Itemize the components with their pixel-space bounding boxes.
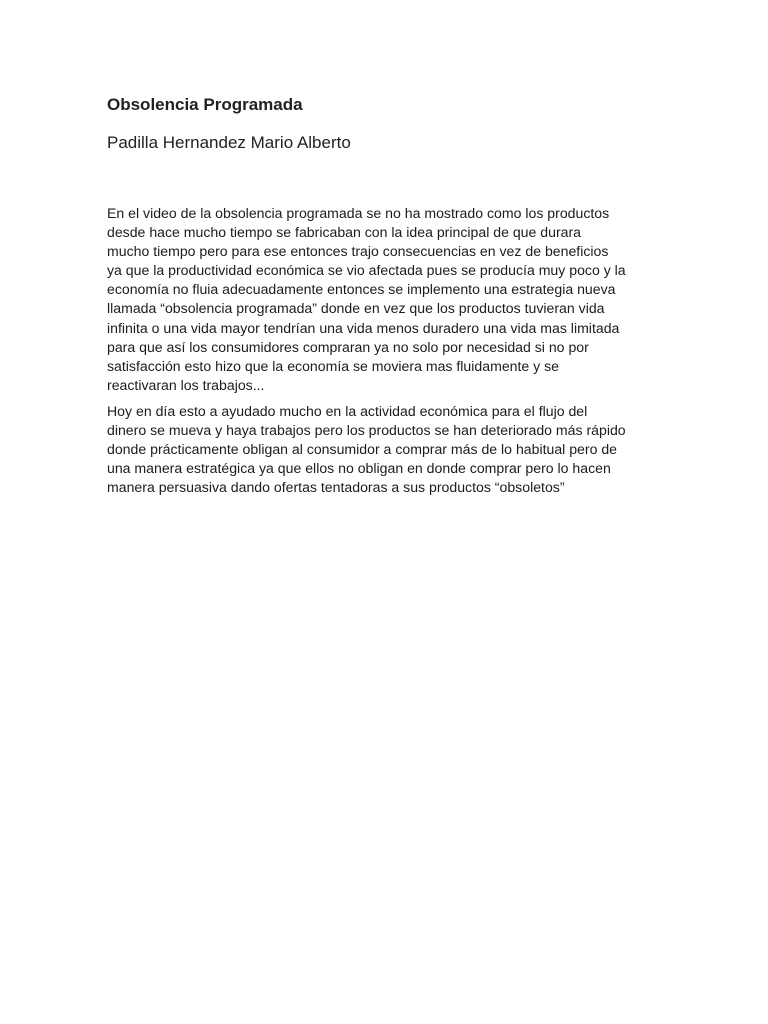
document-author: Padilla Hernandez Mario Alberto	[107, 133, 351, 152]
document-body	[107, 204, 662, 504]
document-header	[107, 93, 667, 155]
body-paragraph: En el video de la obsolencia programada se no ha mostrado como los productos desde hace mucho tiempo se fabricaban con la idea principal de que durara mucho tiempo pero para ese entonces trajo consecuencias en vez de beneficios ya que la productividad económica se vio afectada pues se producía muy poco y la economía no fluia adecuadamente entonces se implemento una estrategia nueva llamada “obsolencia programada” donde en vez que los productos tuvieran vida infinita o una vida mayor tendrían una vida menos duradero una vida mas limitada para que así los consumidores compraran ya no solo por necesidad si no por satisfacción esto hizo que la economía se moviera mas fluidamente y se reactivaran los trabajos...	[107, 205, 626, 393]
body-paragraph: Hoy en día esto a ayudado mucho en la actividad económica para el flujo del dinero se mueva y haya trabajos pero los productos se han deteriorado más rápido donde prácticamente obligan al consumidor a comprar más de lo habitual pero de una manera estratégica ya que ellos no obligan en donde comprar pero lo hacen manera persuasiva dando ofertas tentadoras a sus productos “obsoletos”	[107, 402, 626, 496]
document-title: Obsolencia Programada	[107, 95, 303, 114]
